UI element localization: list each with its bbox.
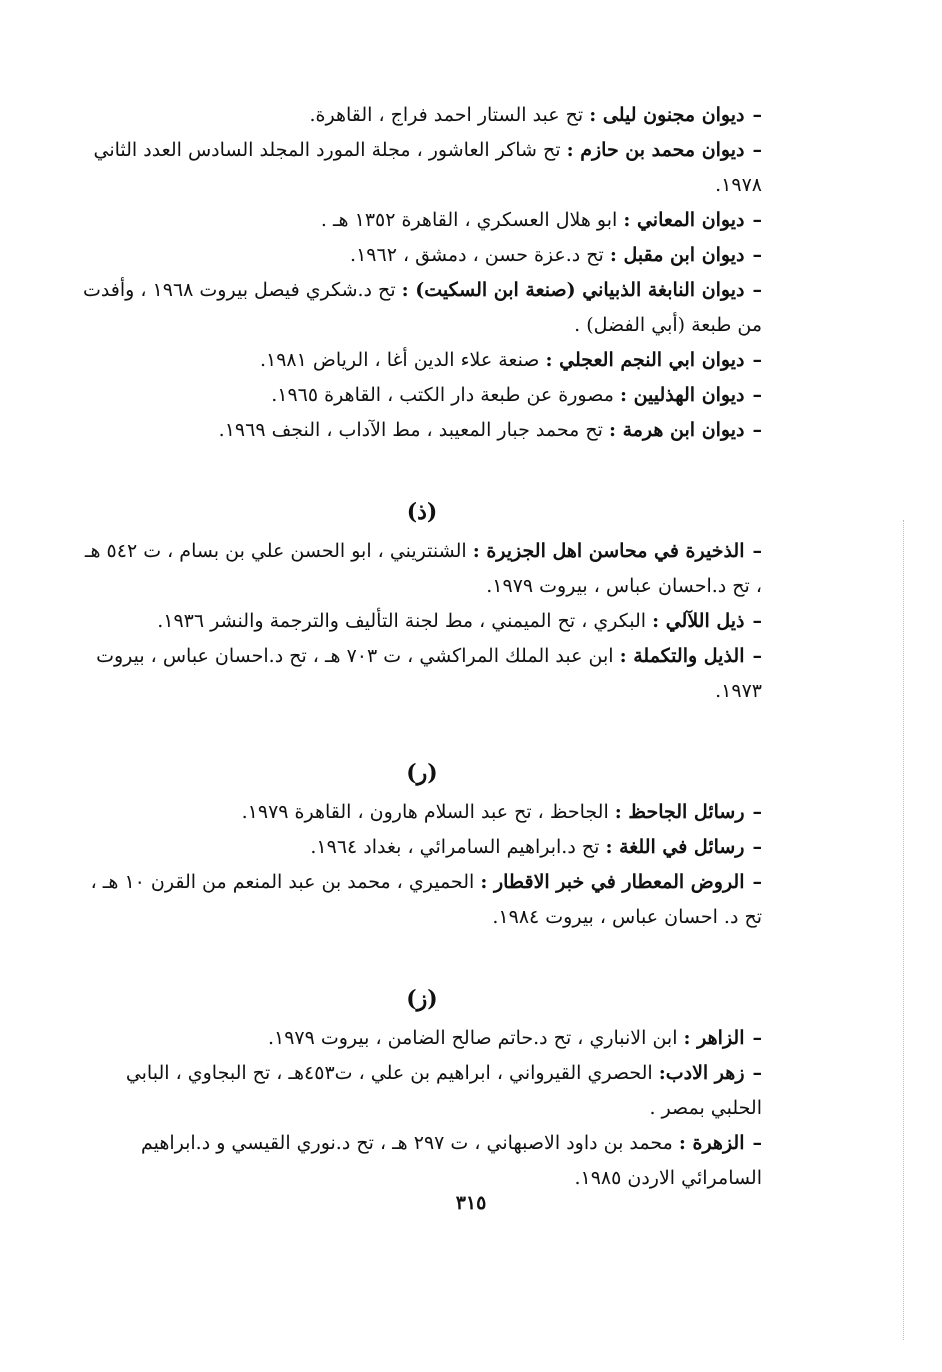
bibliography-entry bbox=[82, 865, 762, 935]
bibliography-entry bbox=[82, 795, 762, 830]
scan-margin-line bbox=[903, 520, 904, 1340]
entry-details: تح د.ابراهيم السامرائي ، بغداد ١٩٦٤. bbox=[310, 836, 606, 858]
entry-details: مصورة عن طبعة دار الكتب ، القاهرة ١٩٦٥. bbox=[271, 384, 620, 406]
bibliography-entry bbox=[82, 238, 762, 273]
bibliography-entry bbox=[82, 830, 762, 865]
section-heading: (ذ) bbox=[406, 499, 438, 525]
entry-dash: – bbox=[752, 349, 762, 371]
entry-details: تح محمد جبار المعيبد ، مط الآداب ، النجف ١٩٦٩. bbox=[218, 419, 609, 441]
entry-details: تح شاكر العاشور ، مجلة المورد المجلد السادس العدد الثاني ١٩٧٨. bbox=[93, 139, 762, 196]
entry-title: ديوان ابي النجم العجلي : bbox=[545, 349, 745, 371]
entry-dash: – bbox=[752, 244, 762, 266]
bibliography-entry bbox=[82, 534, 762, 604]
bibliography-entry bbox=[82, 639, 762, 709]
entry-dash: – bbox=[752, 384, 762, 406]
entry-details: الجاحظ ، تح عبد السلام هارون ، القاهرة ١٩٧٩. bbox=[241, 801, 615, 823]
bibliography-entry bbox=[82, 378, 762, 413]
bibliography-entry bbox=[82, 343, 762, 378]
bibliography-entry bbox=[82, 203, 762, 238]
section-ra bbox=[82, 755, 762, 935]
section-heading: (ر) bbox=[406, 760, 438, 786]
entry-title: الذيل والتكملة : bbox=[619, 645, 745, 667]
entry-details: ابن عبد الملك المراكشي ، ت ٧٠٣ هـ ، تح د.احسان عباس ، بيروت ١٩٧٣. bbox=[96, 645, 762, 702]
entry-title: ديوان المعاني : bbox=[623, 209, 745, 231]
entry-details: تح د.شكري فيصل بيروت ١٩٦٨ ، وأفدت من طبعة (أبي الفضل) . bbox=[82, 279, 762, 336]
entry-title: ديوان محمد بن حازم : bbox=[566, 139, 745, 161]
entry-dash: – bbox=[752, 836, 762, 858]
entry-dash: – bbox=[752, 645, 762, 667]
entry-title: ديوان ابن مقبل : bbox=[609, 244, 745, 266]
entry-title: زهر الادب: bbox=[658, 1062, 745, 1084]
entry-title: ديوان النابغة الذبياني (صنعة ابن السكيت) : bbox=[401, 279, 745, 301]
entry-details: محمد بن داود الاصبهاني ، ت ٢٩٧ هـ ، تح د.نوري القيسي و د.ابراهيم السامرائي الاردن ١٩٨٥. bbox=[140, 1132, 762, 1189]
entry-dash: – bbox=[752, 419, 762, 441]
bibliography-entry bbox=[82, 1126, 762, 1196]
entry-dash: – bbox=[752, 801, 762, 823]
entry-title: ديوان ابن هرمة : bbox=[608, 419, 745, 441]
entry-details: البكري ، تح الميمني ، مط لجنة التأليف والترجمة والنشر ١٩٣٦. bbox=[157, 610, 653, 632]
entry-details: ابن الانباري ، تح د.حاتم صالح الضامن ، بيروت ١٩٧٩. bbox=[267, 1027, 684, 1049]
entry-dash: – bbox=[752, 540, 762, 562]
entry-title: ديوان الهذليين : bbox=[619, 384, 745, 406]
entry-dash: – bbox=[752, 104, 762, 126]
entry-dash: – bbox=[752, 279, 762, 301]
entry-title: رسائل الجاحظ : bbox=[614, 801, 745, 823]
entry-dash: – bbox=[752, 1132, 762, 1154]
entry-details: الحميري ، محمد بن عبد المنعم من القرن ١٠ هـ ، تح د. احسان عباس ، بيروت ١٩٨٤. bbox=[90, 871, 762, 928]
bibliography-entry bbox=[82, 1021, 762, 1056]
section-dal-continued bbox=[82, 98, 762, 448]
bibliography-entry bbox=[82, 273, 762, 343]
bibliography-entry bbox=[82, 133, 762, 203]
entry-dash: – bbox=[752, 139, 762, 161]
entry-details: تح د.عزة حسن ، دمشق ، ١٩٦٢. bbox=[350, 244, 610, 266]
section-dhal bbox=[82, 494, 762, 709]
entry-details: الشنتريني ، ابو الحسن علي بن بسام ، ت ٥٤٢ هـ ، تح د.احسان عباس ، بيروت ١٩٧٩. bbox=[84, 540, 762, 597]
entry-details: صنعة علاء الدين أغا ، الرياض ١٩٨١. bbox=[259, 349, 546, 371]
entry-details: تح عبد الستار احمد فراج ، القاهرة. bbox=[309, 104, 590, 126]
entry-title: ذيل اللآلي : bbox=[652, 610, 745, 632]
bibliography-entry bbox=[82, 413, 762, 448]
bibliography-entry bbox=[82, 98, 762, 133]
entry-dash: – bbox=[752, 871, 762, 893]
entry-title: الذخيرة في محاسن اهل الجزيرة : bbox=[472, 540, 745, 562]
section-heading: (ز) bbox=[406, 986, 438, 1012]
entry-title: الزاهر : bbox=[683, 1027, 745, 1049]
bibliography-list bbox=[82, 98, 762, 1196]
entry-title: الزهرة : bbox=[678, 1132, 745, 1154]
entry-dash: – bbox=[752, 610, 762, 632]
page-number: ٣١٥ bbox=[455, 1192, 487, 1214]
entry-title: الروض المعطار في خبر الاقطار : bbox=[480, 871, 745, 893]
entry-details: الحصري القيرواني ، ابراهيم بن علي ، ت٤٥٣هـ ، تح البجاوي ، البابي الحلبي بمصر . bbox=[125, 1062, 762, 1119]
bibliography-entry bbox=[82, 1056, 762, 1126]
bibliography-entry bbox=[82, 604, 762, 639]
entry-details: ابو هلال العسكري ، القاهرة ١٣٥٢ هـ . bbox=[320, 209, 624, 231]
entry-dash: – bbox=[752, 1062, 762, 1084]
entry-dash: – bbox=[752, 1027, 762, 1049]
section-zay bbox=[82, 981, 762, 1196]
entry-dash: – bbox=[752, 209, 762, 231]
entry-title: رسائل في اللغة : bbox=[605, 836, 745, 858]
entry-title: ديوان مجنون ليلى : bbox=[589, 104, 745, 126]
